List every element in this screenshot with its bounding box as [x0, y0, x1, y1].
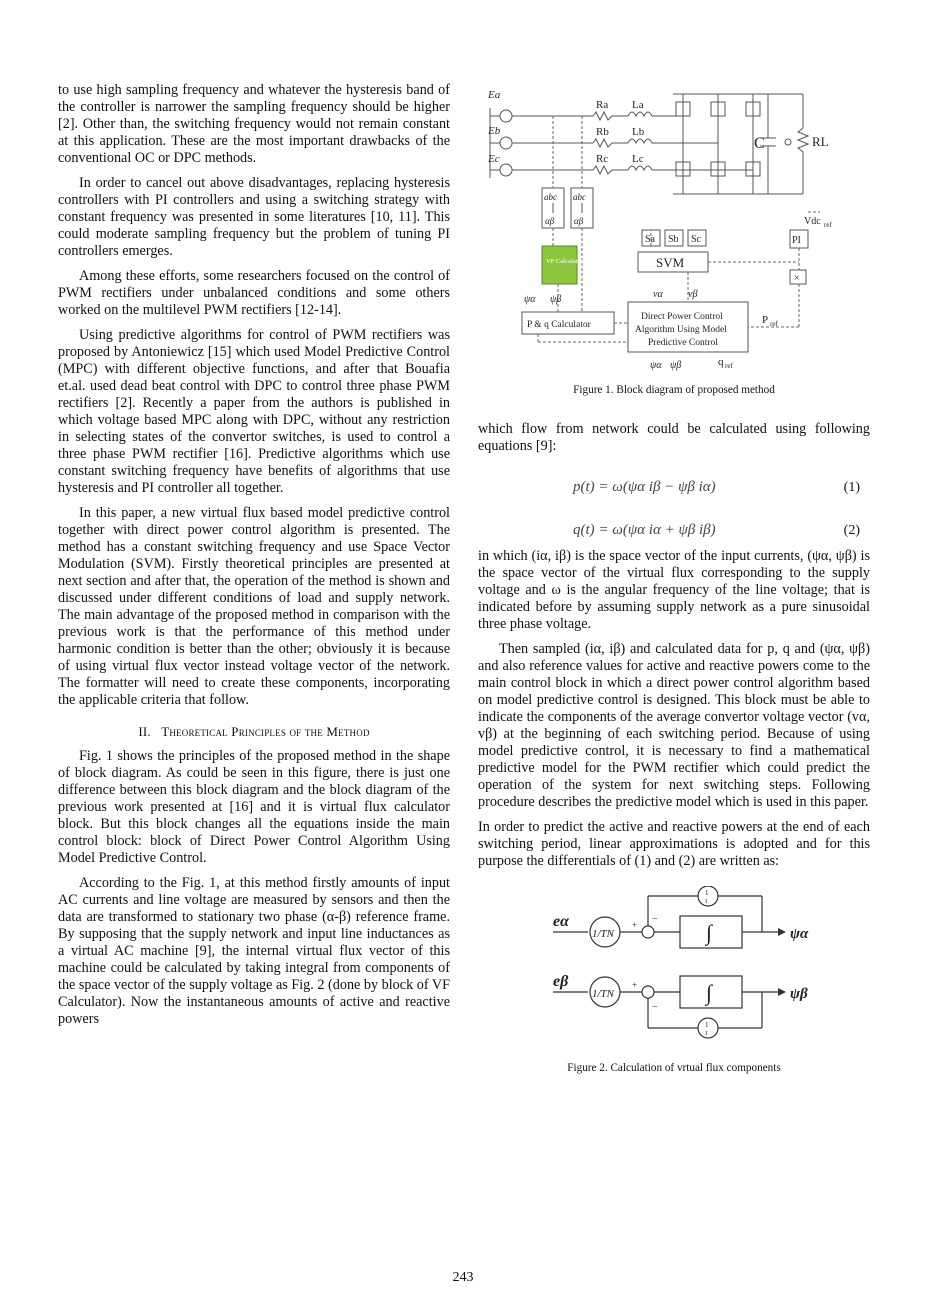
section-title: Theoretical Principles of the Method [161, 724, 370, 739]
label-psi-alpha-2: ψα [650, 360, 662, 371]
label-lc: Lc [632, 153, 644, 165]
left-column [58, 82, 450, 1036]
paragraph: According to the Fig. 1, at this method firstly amounts of input AC currents and line voltage are measured by sensors and then the data are transformed to stationary two phase (α-β) reference frame. By supposing that the supply network and input line inductances as a virtual AC machine [9], the internal virtual flux vector of this machine could be calculated by taking integral from components of the space vector of the supply voltage as Fig. 2 (done by block of VF Calculator). Now the instantaneous amounts of active and reactive powers [58, 875, 450, 1027]
label-qref: q [718, 356, 724, 368]
label-vdc: Vdc [804, 216, 821, 227]
paragraph: Fig. 1 shows the principles of the proposed method in the shape of block diagram. As could be seen in this figure, there is just one difference between this block diagram and the block diagram of the previous work presented at [16] and it is virtual flux calculator block. But this block changes all the equations inside the main control block: block of Direct Power Control Algorithm Using Model Predictive Control. [58, 748, 450, 866]
label-ra: Ra [596, 99, 609, 111]
label-lb: Lb [632, 126, 645, 138]
label-rc: Rc [596, 153, 609, 165]
paragraph: Then sampled (iα, iβ) and calculated data for p, q and (ψα, ψβ) and also reference values for active and reactive powers come to the main control block in which a direct power control algorithm based on model predictive control is designed. This block must be able to indicate the components of the average convertor voltage vector (vα, vβ) at the beginning of each switching period. Because of using model predictive control, it is necessary to find a mathematical predictive model for the PWM rectifier which could predict the operation of the system for next switching steps. Following procedure describes the predictive model which is used in this paper. [478, 641, 870, 810]
paragraph: which flow from network could be calculated using following equations [9]: [478, 421, 870, 454]
label-dpc-line2: Algorithm Using Model [635, 325, 727, 335]
paragraph: In this paper, a new virtual flux based model predictive control together with direct power control algorithm is presented. The method has a constant switching frequency and use Space Vector Modulation (SVM). Firstly theoretical principles are presented at next section and after that, the operation of the method is shown and discussed under different conditions of load and supply network. The main advantage of the proposed method in comparison with the previous work is that the performance of this method under harmonic condition is better than the other; obviously it is because of using virtual flux vector instead voltage vector of the network. The formatter will need to create these components, incorporating the applicable criteria that follow. [58, 505, 450, 708]
paragraph: to use high sampling frequency and whatever the hysteresis band of the controller is narrower the sampling frequency should be higher [2]. Other than, the switching frequency would not remain constant at this application. These are the most important drawbacks of the conventional OC or DPC methods. [58, 82, 450, 166]
equation-1-number: (1) [843, 480, 860, 495]
label-ec: Ec [488, 153, 500, 165]
label-rb: Rb [596, 126, 609, 138]
label-qref-sub: ref [725, 362, 733, 370]
label-sc: Sc [691, 234, 701, 245]
section-number: II. [138, 724, 151, 739]
source-eb [500, 137, 512, 149]
equation-2-formula: q(t) = ω(ψα iα + ψβ iβ) [573, 522, 716, 538]
source-ea [500, 110, 512, 122]
label-integral-1: ∫ [706, 920, 713, 945]
label-ea: Ea [488, 89, 501, 101]
label-svm: SVM [656, 255, 685, 270]
label-sa: Sa [645, 234, 655, 245]
page-number: 243 [452, 1270, 474, 1285]
label-e-beta: eβ [553, 973, 569, 990]
label-tau-2: τ [705, 1029, 708, 1037]
label-eb: Eb [488, 125, 501, 137]
right-column [478, 82, 870, 1077]
label-pref-sub: ref [770, 320, 778, 328]
label-plus-1: + [632, 920, 638, 930]
label-minus-2: − [652, 1002, 658, 1013]
label-ab-1: αβ [545, 216, 555, 226]
label-capacitor: C [754, 135, 765, 152]
label-v-beta: vβ [688, 289, 698, 300]
section-heading [58, 723, 450, 740]
label-pref: P [762, 314, 769, 326]
label-pi: PI [792, 235, 801, 246]
equation-2-number: (2) [843, 523, 860, 538]
equation-1 [478, 471, 870, 505]
label-psi-beta-2: ψβ [670, 360, 682, 371]
equation-2 [478, 514, 870, 548]
label-one-1: 1 [705, 889, 709, 897]
paragraph: in which (iα, iβ) is the space vector of the input currents, (ψα, ψβ) is the space vector of the virtual flux corresponding to the supply voltage and ω is the angular frequency of the line voltage; that is indicated before by assuming supply network as a pure sinusoidal three phase voltage. [478, 548, 870, 632]
equation-1-formula: p(t) = ω(ψα iβ − ψβ iα) [573, 479, 716, 495]
label-gain-2: 1/TN [592, 988, 615, 1000]
label-one-2: 1 [705, 1021, 709, 1029]
label-load: RL [812, 134, 829, 149]
label-minus-1: − [652, 914, 658, 925]
figure-1-block-diagram [478, 82, 870, 378]
label-psi-beta-out: ψβ [790, 986, 808, 1002]
paragraph: In order to predict the active and reactive powers at the end of each switching period, linear approximations is adopted and for this purpose the differentials of (1) and (2) are written as: [478, 819, 870, 869]
label-e-alpha: eα [553, 913, 569, 930]
label-dpc-line3: Predictive Control [648, 338, 718, 348]
figure-2-diagram [478, 886, 870, 1056]
label-abc-1: abc [544, 192, 557, 202]
label-integral-2: ∫ [706, 980, 713, 1005]
label-la: La [632, 99, 644, 111]
label-tau-1: τ [705, 897, 708, 905]
label-vdc-sub: ref [824, 221, 832, 229]
figure-1-caption: Figure 1. Block diagram of proposed method [573, 384, 775, 396]
paragraph: Using predictive algorithms for control of PWM rectifiers was proposed by Antoniewicz [15] which used Model Predictive Control (MPC) with different objective functions, and after that Bouafia et.al. used dead beat control with DPC to control three phase PWM rectifiers [2]. Recently a paper from the authors is published in which voltage based MPC along with DPC, without any restriction in selecting states of the convertor switches, is used to control a three phase PWM rectifier [16]. Predictive algorithms which use constant switching frequency have benefits of algorithms that use hysteresis and PI controller all together. [58, 327, 450, 496]
label-psi-alpha: ψα [524, 294, 536, 305]
label-plus-2: + [632, 980, 638, 990]
label-ab-2: αβ [574, 216, 584, 226]
label-gain-1: 1/TN [592, 928, 615, 940]
label-multiplier: × [794, 273, 800, 284]
label-psi-beta: ψβ [550, 294, 562, 305]
source-ec [500, 164, 512, 176]
label-vf-calculator: VF Calculator [546, 258, 584, 265]
label-psi-alpha-out: ψα [790, 926, 809, 942]
figure-2-caption: Figure 2. Calculation of vrtual flux components [567, 1062, 781, 1074]
label-v-alpha: vα [653, 289, 663, 300]
paragraph: Among these efforts, some researchers focused on the control of PWM rectifiers under unbalanced conditions and some others worked on the multilevel PWM rectifiers [12-14]. [58, 268, 450, 318]
label-abc-2: abc [573, 192, 586, 202]
label-pq-calculator: P & q Calculator [527, 320, 591, 330]
paragraph: In order to cancel out above disadvantages, replacing hysteresis controllers with PI controllers and using a switching strategy with constant frequency was presented in some literatures [10, 11]. This could moderate sampling frequency but the problem of tuning PI controllers emerges. [58, 175, 450, 259]
label-sb: Sb [668, 234, 679, 245]
label-dpc-line1: Direct Power Control [641, 312, 723, 322]
